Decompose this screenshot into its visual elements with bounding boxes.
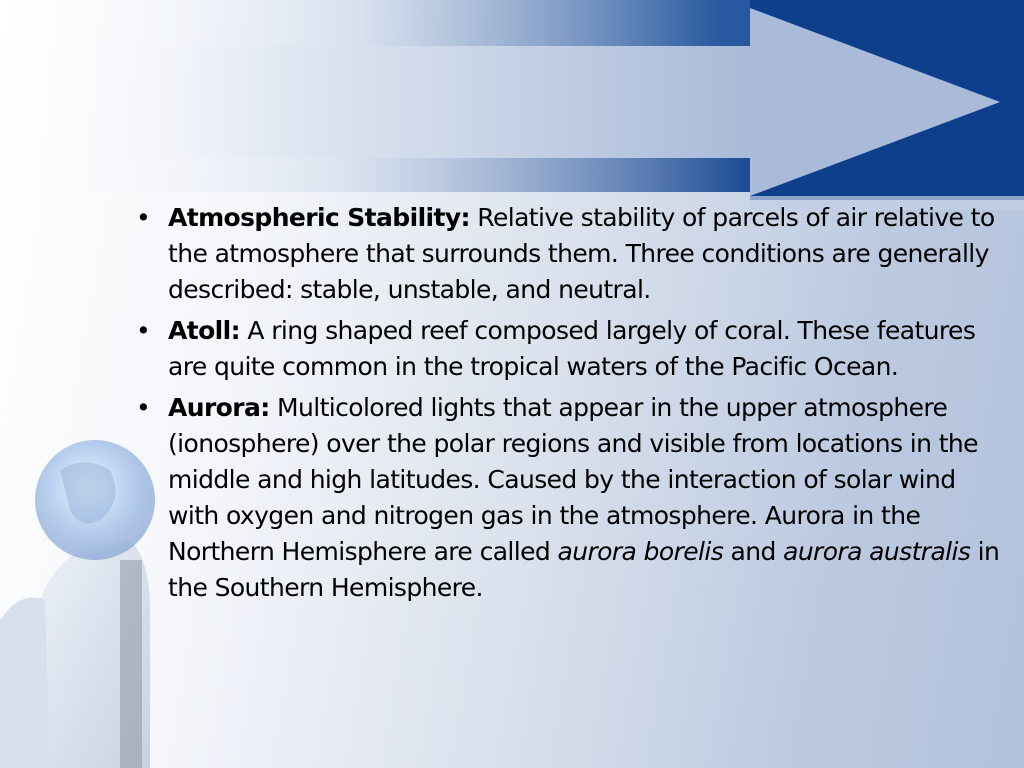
definition: Multicolored lights that appear in the upper atmosphere (ionosphere) over the polar regions and visible from locations in the middle and high latitudes. Caused by the interaction of solar wind with oxygen and nitrogen gas in the atmosphere. Aurora in the Northern Hemisphere are called (168, 393, 978, 566)
definition: Relative stability of parcels of air relative to the atmosphere that surrounds them. Three conditions are generally described: stable, unstable, and neutral. (168, 203, 995, 304)
term: Atmospheric Stability: (168, 203, 470, 232)
term: Aurora: (168, 393, 270, 422)
list-item (130, 390, 1010, 606)
arrow-body (0, 46, 750, 158)
italic-term: aurora australis (783, 537, 971, 566)
definition-mid: and (723, 537, 784, 566)
list-item (130, 200, 1010, 308)
definition: A ring shaped reef composed largely of coral. These features are quite common in the tropical waters of the Pacific Ocean. (168, 316, 976, 381)
italic-term: aurora borelis (557, 537, 724, 566)
bullet-list (130, 200, 1010, 606)
bullet-marker: • (136, 393, 151, 422)
term: Atoll: (168, 316, 241, 345)
bullet-content (130, 200, 1010, 611)
lower-band (0, 158, 750, 192)
bullet-marker: • (136, 316, 151, 345)
list-item (130, 313, 1010, 385)
bullet-marker: • (136, 203, 151, 232)
definition-end: in the Southern Hemisphere. (168, 537, 1000, 602)
